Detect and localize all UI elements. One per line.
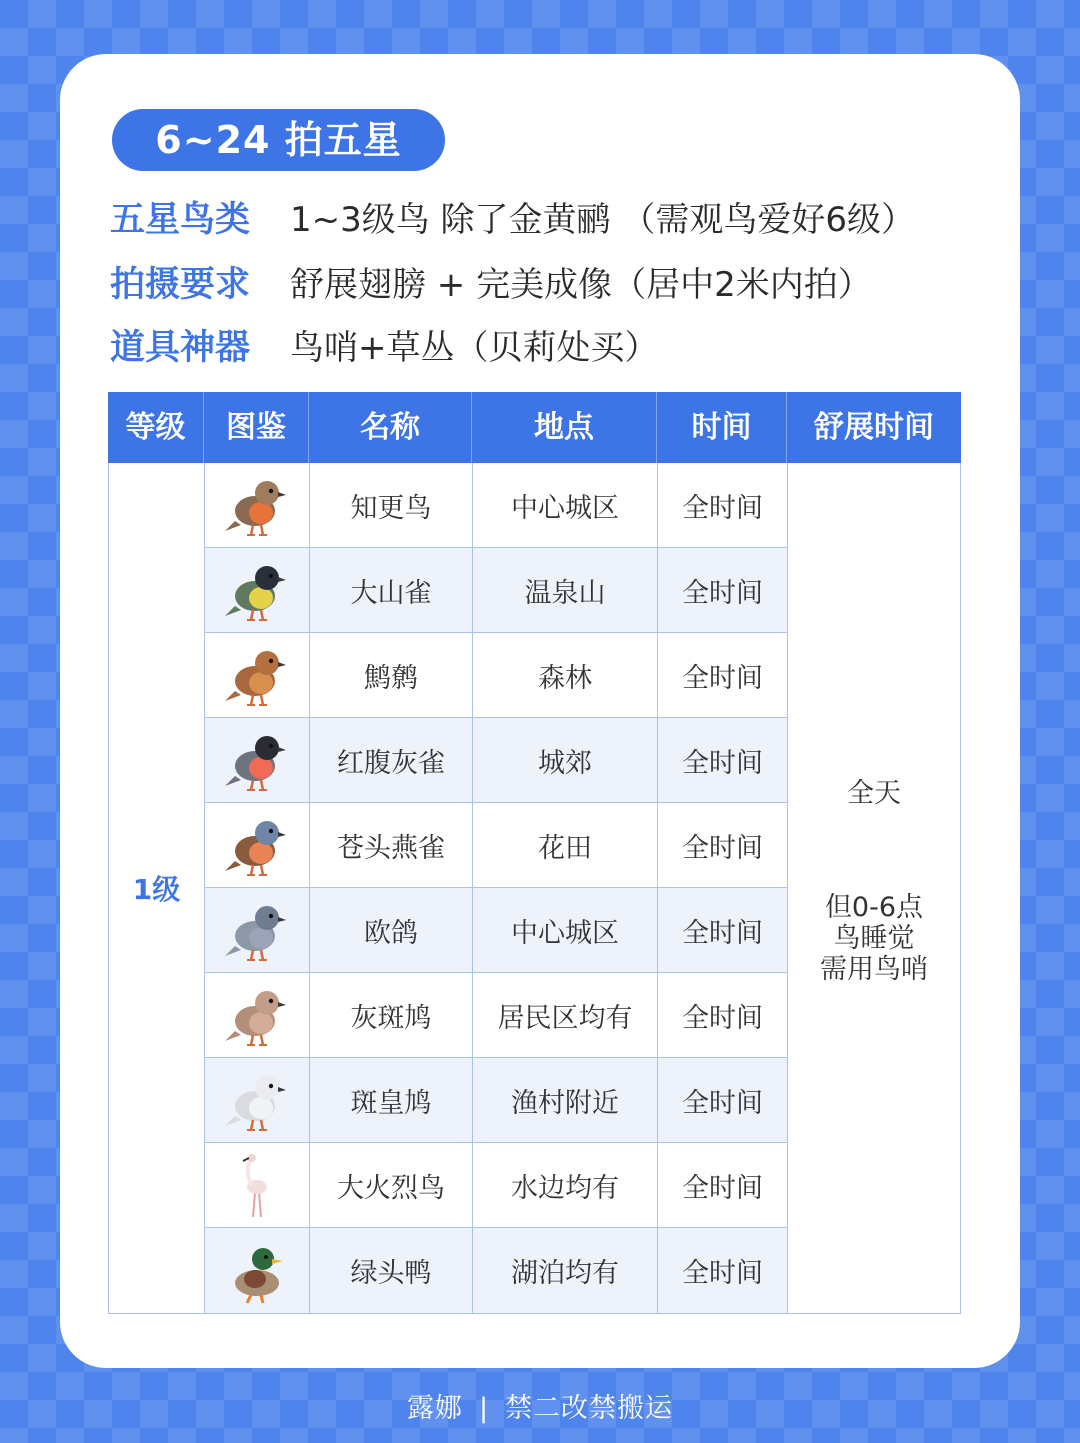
table-row	[205, 1228, 788, 1313]
info-value: 舒展翅膀 + 完美成像（居中2米内拍）	[290, 265, 872, 305]
bird-icon-cell	[205, 1228, 310, 1313]
header-icon: 图鉴	[204, 392, 309, 463]
table-row	[205, 803, 788, 888]
table-row	[205, 718, 788, 803]
bird-location: 居民区均有	[473, 973, 658, 1057]
chaffinch-icon	[221, 639, 293, 711]
table-row	[205, 1058, 788, 1143]
bird-location: 花田	[473, 803, 658, 887]
bird-icon-cell	[205, 463, 310, 547]
common-chaffinch-icon	[221, 809, 293, 881]
bird-name: 绿头鸭	[310, 1228, 473, 1313]
bird-name: 欧鸽	[310, 888, 473, 972]
stretch-time-cell	[788, 463, 960, 1313]
bird-icon-cell	[205, 548, 310, 632]
bird-name: 斑皇鸠	[310, 1058, 473, 1142]
collared-dove-icon	[221, 979, 293, 1051]
footer-notice: 禁二改禁搬运	[505, 1393, 674, 1424]
stretch-time-note-3: 需用鸟哨	[820, 954, 928, 985]
footer-separator: |	[478, 1393, 490, 1424]
level-cell: 1级	[109, 463, 205, 1313]
table-header	[108, 392, 961, 463]
footer-author: 露娜	[406, 1393, 463, 1424]
bird-name: 鹪鹩	[310, 633, 473, 717]
bird-time: 全时间	[658, 1228, 788, 1313]
stretch-time-main: 全天	[847, 778, 901, 809]
info-label: 拍摄要求	[110, 265, 251, 305]
bird-time: 全时间	[658, 548, 788, 632]
info-row-requirements	[110, 257, 872, 313]
bird-time: 全时间	[658, 463, 788, 547]
great-tit-icon	[221, 554, 293, 626]
bird-location: 湖泊均有	[473, 1228, 658, 1313]
table-row	[205, 633, 788, 718]
stretch-time-note-1: 但0-6点	[824, 892, 924, 923]
bird-time: 全时间	[658, 1058, 788, 1142]
header-time: 时间	[657, 392, 787, 463]
bird-time: 全时间	[658, 803, 788, 887]
info-row-tools	[110, 320, 659, 376]
bird-icon-cell	[205, 888, 310, 972]
bird-name: 灰斑鸠	[310, 973, 473, 1057]
bird-icon-cell	[205, 633, 310, 717]
bird-location: 森林	[473, 633, 658, 717]
flamingo-icon	[221, 1149, 293, 1221]
bird-time: 全时间	[658, 973, 788, 1057]
bird-icon-cell	[205, 1143, 310, 1227]
header-stretch-time: 舒展时间	[814, 410, 934, 445]
table-row	[205, 888, 788, 973]
robin-icon	[221, 469, 293, 541]
pigeon-icon	[221, 894, 293, 966]
stretch-time-note-2: 鸟睡觉	[833, 923, 915, 954]
table-body	[108, 463, 961, 1314]
bullfinch-icon	[221, 724, 293, 796]
bird-time: 全时间	[658, 1143, 788, 1227]
bird-location: 渔村附近	[473, 1058, 658, 1142]
table-row	[205, 973, 788, 1058]
header-name: 名称	[309, 392, 472, 463]
bird-icon-cell	[205, 803, 310, 887]
table-row	[205, 1143, 788, 1228]
info-label: 五星鸟类	[110, 200, 251, 240]
section-title: 6~24 拍五星	[112, 109, 445, 171]
bird-time: 全时间	[658, 633, 788, 717]
bird-time: 全时间	[658, 888, 788, 972]
bird-location: 温泉山	[473, 548, 658, 632]
info-value: 1~3级鸟 除了金黄鹂 （需观鸟爱好6级）	[290, 200, 915, 240]
bird-icon-cell	[205, 973, 310, 1057]
bird-name: 红腹灰雀	[310, 718, 473, 802]
bird-table	[108, 392, 961, 1314]
content-card	[60, 54, 1020, 1368]
mallard-icon	[221, 1235, 293, 1307]
table-rows	[205, 463, 788, 1313]
bird-icon-cell	[205, 1058, 310, 1142]
table-row	[205, 548, 788, 633]
info-row-birds	[110, 192, 915, 248]
bird-name: 知更鸟	[310, 463, 473, 547]
bird-name: 苍头燕雀	[310, 803, 473, 887]
table-row	[205, 463, 788, 548]
bird-icon-cell	[205, 718, 310, 802]
bird-location: 中心城区	[473, 463, 658, 547]
footer	[0, 1386, 1080, 1425]
header-location: 地点	[472, 392, 657, 463]
info-value: 鸟哨+草丛（贝莉处买）	[290, 328, 659, 368]
bird-name: 大山雀	[310, 548, 473, 632]
bird-location: 水边均有	[473, 1143, 658, 1227]
white-dove-icon	[221, 1064, 293, 1136]
bird-name: 大火烈鸟	[310, 1143, 473, 1227]
bird-time: 全时间	[658, 718, 788, 802]
bird-location: 中心城区	[473, 888, 658, 972]
info-label: 道具神器	[110, 328, 251, 368]
header-level: 等级	[108, 392, 204, 463]
bird-location: 城郊	[473, 718, 658, 802]
